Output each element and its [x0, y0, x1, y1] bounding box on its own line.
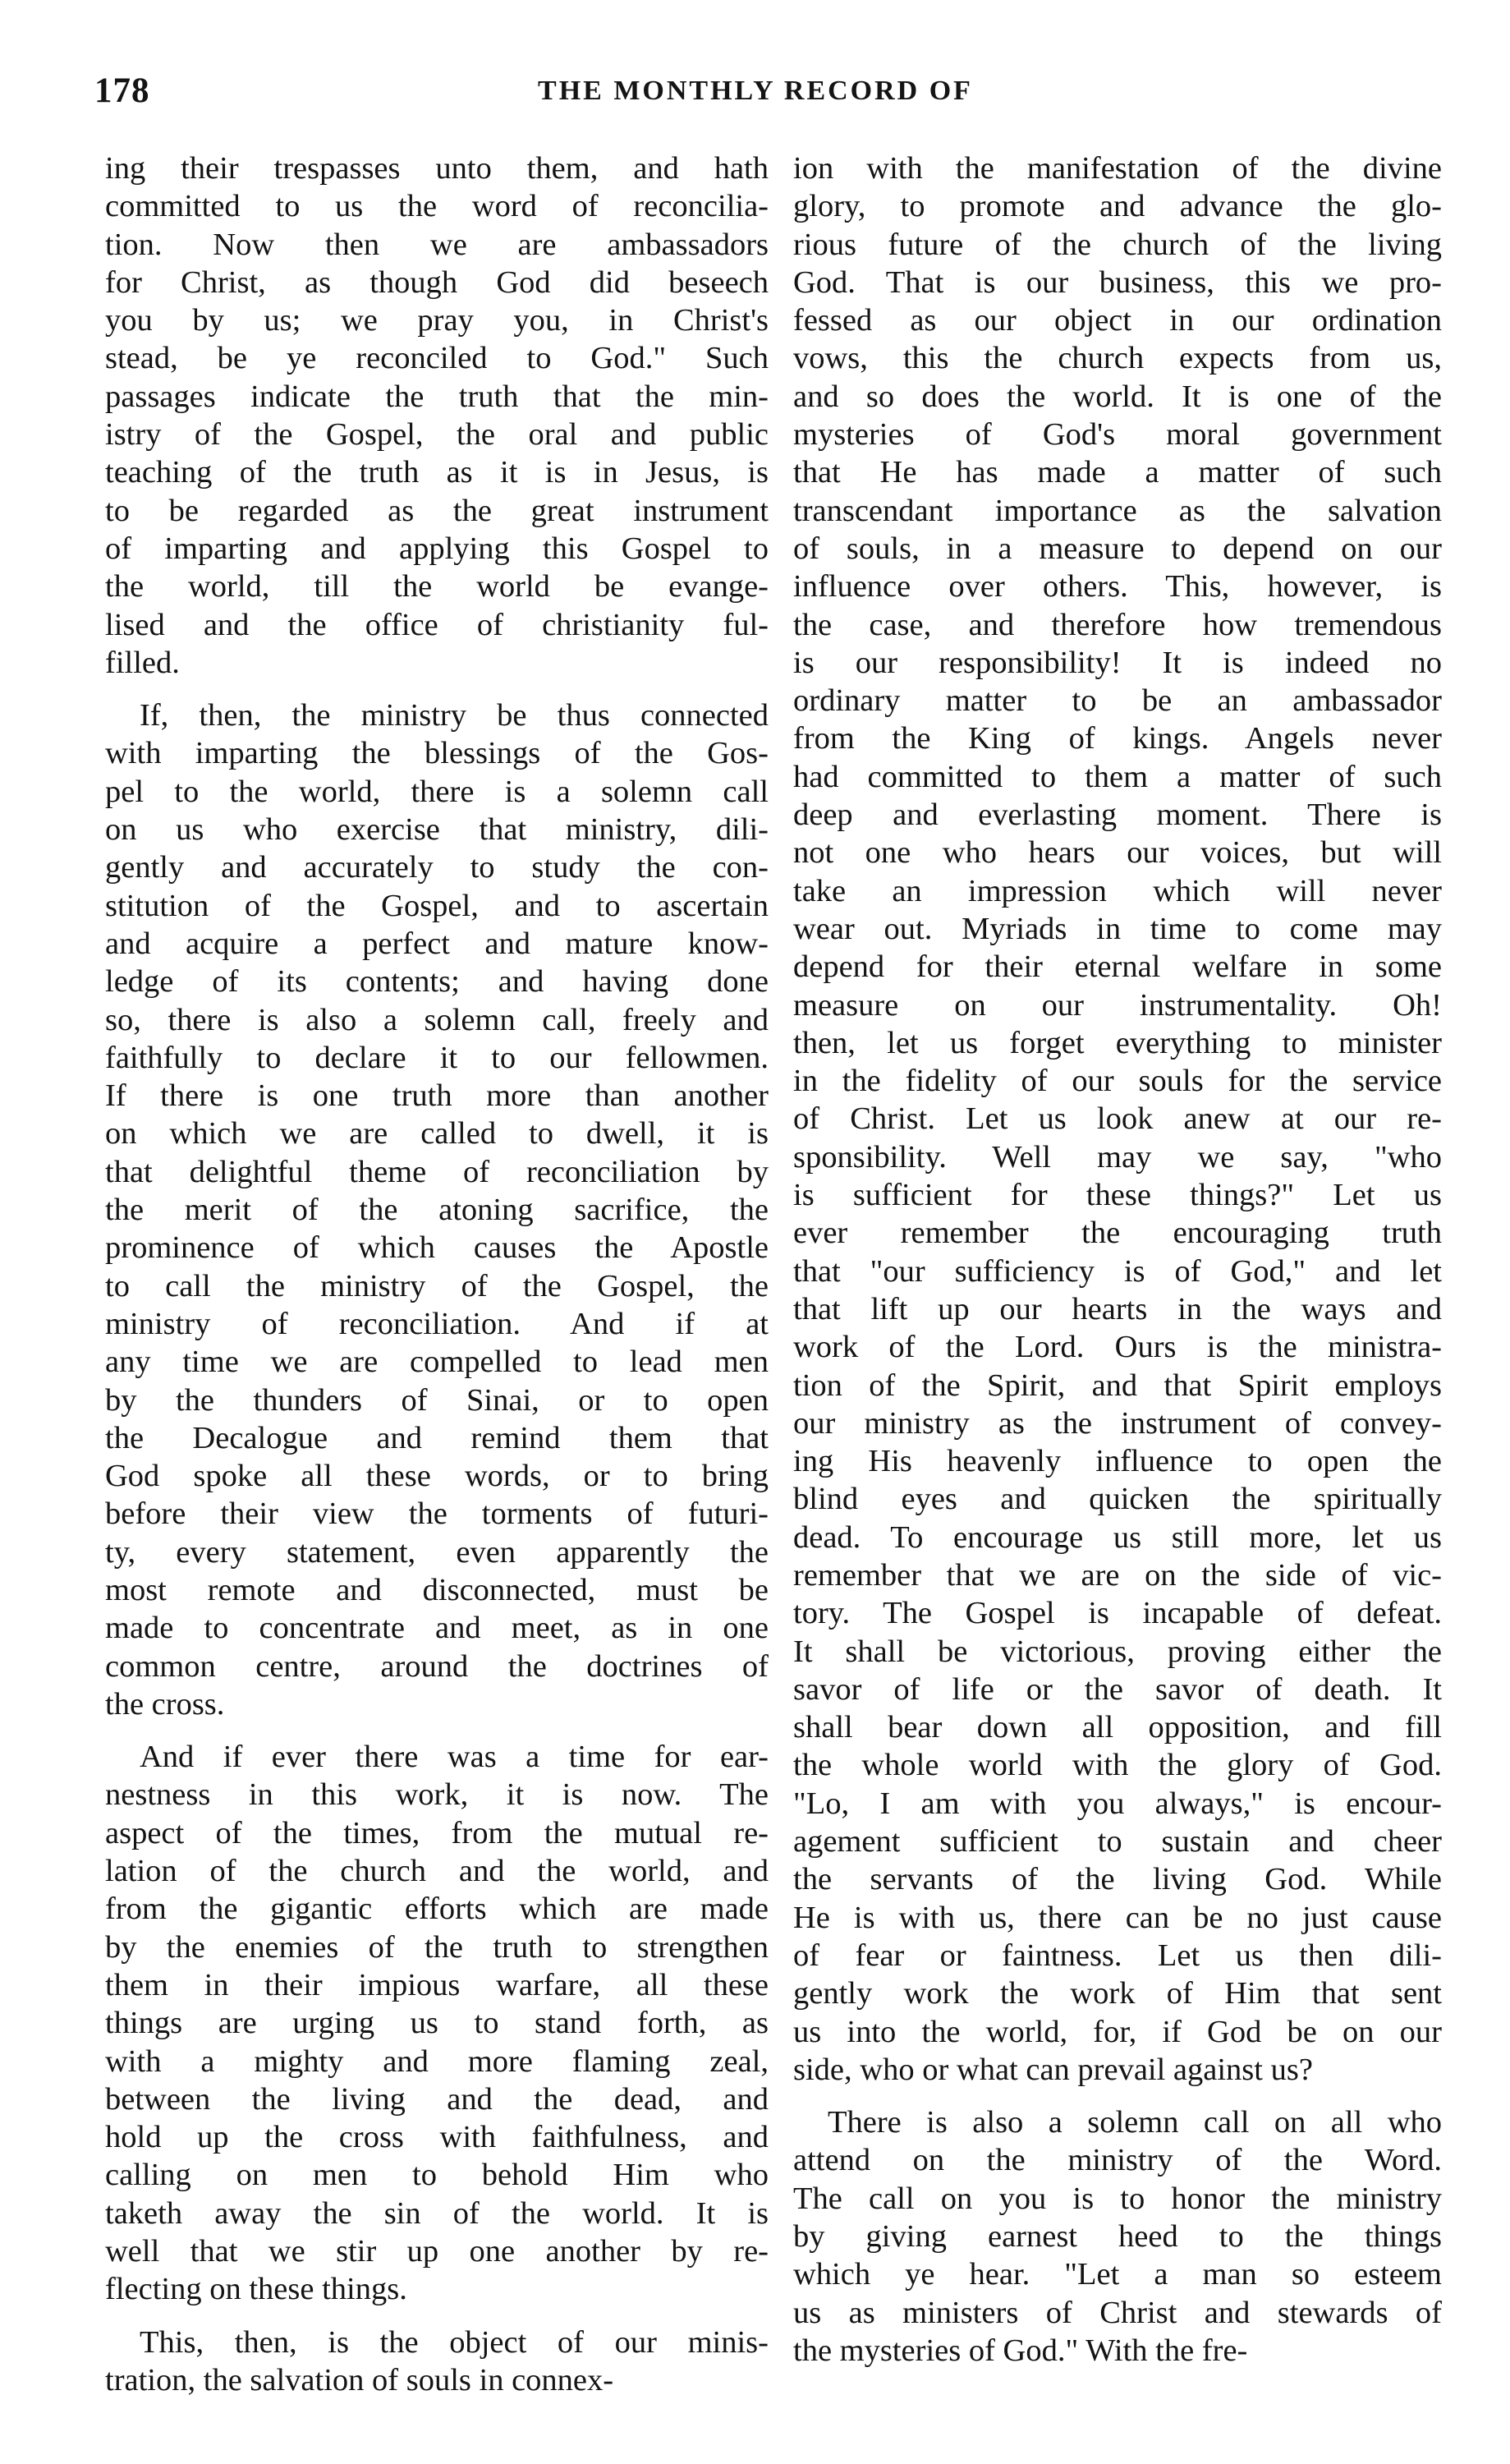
paragraph-gap — [793, 2089, 1442, 2103]
text-line: taketh away the sin of the world. It is — [105, 2195, 769, 2231]
text-line: calling on men to behold Him who — [105, 2158, 769, 2193]
text-line: blind eyes and quicken the spiritually — [793, 1482, 1442, 1517]
text-line: to be regarded as the great instrument — [105, 493, 769, 528]
text-line: remember that we are on the side of vic- — [793, 1557, 1442, 1593]
paragraph-gap — [105, 1723, 769, 1738]
text-line: God. That is our business, this we pro- — [793, 264, 1442, 300]
text-line: measure on our instrumentality. Oh! — [793, 987, 1442, 1023]
text-line: teaching of the truth as it is in Jesus, is — [105, 455, 769, 490]
text-line: wear out. Myriads in time to come may — [793, 911, 1442, 946]
text-line: sponsibility. Well may we say, "who — [793, 1139, 1442, 1175]
text-line: God spoke all these words, or to bring — [105, 1459, 769, 1494]
text-line: in the fidelity of our souls for the service — [793, 1064, 1442, 1099]
text-line: ion with the manifestation of the divine — [793, 151, 1442, 186]
text-line: lised and the office of christianity ful- — [105, 607, 769, 642]
text-line: passages indicate the truth that the min- — [105, 379, 769, 414]
text-line: and acquire a perfect and mature know- — [105, 926, 769, 961]
text-line: fessed as our object in our ordination — [793, 303, 1442, 338]
text-line: well that we stir up one another by re- — [105, 2234, 769, 2269]
text-line: had committed to them a matter of such — [793, 759, 1442, 794]
text-line: of souls, in a measure to depend on our — [793, 531, 1442, 566]
text-line: ever remember the encouraging truth — [793, 1216, 1442, 1251]
text-line: the Decalogue and remind them that — [105, 1420, 769, 1455]
text-line: committed to us the word of reconcilia- — [105, 189, 769, 224]
right-text-column — [793, 149, 1442, 2370]
text-line: gently work the work of Him that sent — [793, 1976, 1442, 2011]
text-line: from the King of kings. Angels never — [793, 721, 1442, 756]
text-line: deep and everlasting moment. There is — [793, 798, 1442, 833]
page-number: 178 — [94, 71, 150, 110]
text-line: "Lo, I am with you always," is encour- — [793, 1786, 1442, 1821]
text-line: is our responsibility! It is indeed no — [793, 645, 1442, 680]
text-line: things are urging us to stand forth, as — [105, 2006, 769, 2041]
paragraph-gap — [105, 2309, 769, 2324]
text-line: by the enemies of the truth to strengthen — [105, 1929, 769, 1965]
text-line: side, who or what can prevail against us? — [793, 2052, 1313, 2087]
text-line: the case, and therefore how tremendous — [793, 607, 1442, 642]
text-line: and so does the world. It is one of the — [793, 379, 1442, 414]
text-line: made to concentrate and meet, as in one — [105, 1611, 769, 1646]
text-line: shall bear down all opposition, and fill — [793, 1710, 1442, 1745]
text-line: faithfully to declare it to our fellowmen. — [105, 1040, 769, 1075]
text-line: of imparting and applying this Gospel to — [105, 531, 769, 566]
text-line: on us who exercise that ministry, dili- — [105, 812, 769, 848]
text-line: He is with us, there can be no just cause — [793, 1900, 1442, 1935]
text-line: the whole world with the glory of God. — [793, 1748, 1442, 1783]
text-line: the world, till the world be evange- — [105, 569, 769, 605]
text-line: lation of the church and the world, and — [105, 1854, 769, 1889]
text-line: ministry of reconciliation. And if at — [105, 1306, 769, 1341]
text-line: If, then, the ministry be thus connected — [140, 698, 769, 733]
text-line: so, there is also a solemn call, freely and — [105, 1002, 769, 1037]
text-line: any time we are compelled to lead men — [105, 1345, 769, 1380]
text-line: glory, to promote and advance the glo- — [793, 189, 1442, 224]
text-line: the mysteries of God." With the fre- — [793, 2333, 1248, 2368]
text-line: tory. The Gospel is incapable of defeat. — [793, 1596, 1442, 1631]
text-line: the cross. — [105, 1686, 225, 1722]
text-line: that lift up our hearts in the ways and — [793, 1291, 1442, 1326]
text-line: tration, the salvation of souls in connex- — [105, 2362, 614, 2397]
text-line: take an impression which will never — [793, 873, 1442, 908]
text-line: rious future of the church of the living — [793, 227, 1442, 262]
text-line: on which we are called to dwell, it is — [105, 1116, 769, 1152]
text-line: then, let us forget everything to minister — [793, 1025, 1442, 1060]
text-line: It shall be victorious, proving either the — [793, 1634, 1442, 1669]
text-line: us as ministers of Christ and stewards of — [793, 2295, 1442, 2330]
text-line: ledge of its contents; and having done — [105, 964, 769, 1000]
text-line: mysteries of God's moral government — [793, 417, 1442, 453]
text-line: transcendant importance as the salvation — [793, 493, 1442, 528]
text-line: with imparting the blessings of the Gos- — [105, 736, 769, 771]
text-line: There is also a solemn call on all who — [828, 2105, 1442, 2140]
text-line: them in their impious warfare, all these — [105, 1967, 769, 2002]
text-line: savor of life or the savor of death. It — [793, 1671, 1442, 1707]
text-line: of Christ. Let us look anew at our re- — [793, 1101, 1442, 1137]
text-line: filled. — [105, 645, 180, 680]
text-line: most remote and disconnected, must be — [105, 1572, 769, 1607]
text-line: agement sufficient to sustain and cheer — [793, 1824, 1442, 1859]
text-line: the servants of the living God. While — [793, 1862, 1442, 1897]
text-line: attend on the ministry of the Word. — [793, 2143, 1442, 2178]
running-title: THE MONTHLY RECORD OF — [538, 76, 973, 106]
text-line: istry of the Gospel, the oral and public — [105, 417, 769, 453]
text-line: aspect of the times, from the mutual re- — [105, 1815, 769, 1850]
text-line: for Christ, as though God did beseech — [105, 264, 769, 300]
text-line: ty, every statement, even apparently the — [105, 1534, 769, 1570]
text-line: is sufficient for these things?" Let us — [793, 1178, 1442, 1213]
text-line: pel to the world, there is a solemn call — [105, 774, 769, 809]
text-line: our ministry as the instrument of convey- — [793, 1405, 1442, 1441]
text-line: with a mighty and more flaming zeal, — [105, 2043, 769, 2079]
page-header — [94, 71, 1416, 128]
text-line: stead, be ye reconciled to God." Such — [105, 341, 769, 376]
text-line: you by us; we pray you, in Christ's — [105, 303, 769, 338]
text-line: not one who hears our voices, but will — [793, 835, 1442, 871]
text-line: the merit of the atoning sacrifice, the — [105, 1193, 769, 1228]
text-line: nestness in this work, it is now. The — [105, 1777, 769, 1813]
text-line: ing His heavenly influence to open the — [793, 1444, 1442, 1479]
text-line: that He has made a matter of such — [793, 455, 1442, 490]
text-line: tion of the Spirit, and that Spirit employs — [793, 1368, 1442, 1403]
text-line: stitution of the Gospel, and to ascertain — [105, 888, 769, 923]
text-line: work of the Lord. Ours is the ministra- — [793, 1330, 1442, 1365]
text-line: ing their trespasses unto them, and hath — [105, 151, 769, 186]
paragraph-gap — [105, 682, 769, 696]
text-line: before their view the torments of futuri- — [105, 1496, 769, 1532]
text-line: depend for their eternal welfare in some — [793, 949, 1442, 985]
text-line: of fear or faintness. Let us then dili- — [793, 1938, 1442, 1973]
text-line: influence over others. This, however, is — [793, 569, 1442, 605]
text-line: which ye hear. "Let a man so esteem — [793, 2257, 1442, 2292]
text-line: prominence of which causes the Apostle — [105, 1230, 769, 1266]
text-line: common centre, around the doctrines of — [105, 1648, 769, 1684]
text-line: between the living and the dead, and — [105, 2081, 769, 2117]
text-line: gently and accurately to study the con- — [105, 850, 769, 885]
text-line: flecting on these things. — [105, 2272, 407, 2307]
text-line: If there is one truth more than another — [105, 1078, 769, 1114]
text-line: vows, this the church expects from us, — [793, 341, 1442, 376]
text-line: dead. To encourage us still more, let us — [793, 1519, 1442, 1555]
text-line: that delightful theme of reconciliation by — [105, 1154, 769, 1189]
text-line: from the gigantic efforts which are made — [105, 1892, 769, 1927]
text-line: The call on you is to honor the ministry — [793, 2181, 1442, 2216]
text-line: This, then, is the object of our minis- — [140, 2324, 769, 2360]
text-line: And if ever there was a time for ear- — [140, 1740, 769, 1775]
text-line: that "our sufficiency is of God," and let — [793, 1253, 1442, 1289]
text-line: hold up the cross with faithfulness, and — [105, 2120, 769, 2155]
text-line: by the thunders of Sinai, or to open — [105, 1382, 769, 1418]
text-line: by giving earnest heed to the things — [793, 2219, 1442, 2255]
text-line: ordinary matter to be an ambassador — [793, 683, 1442, 719]
text-line: tion. Now then we are ambassadors — [105, 227, 769, 262]
text-line: us into the world, for, if God be on our — [793, 2014, 1442, 2049]
left-text-column — [105, 149, 769, 2399]
text-line: to call the ministry of the Gospel, the — [105, 1268, 769, 1303]
